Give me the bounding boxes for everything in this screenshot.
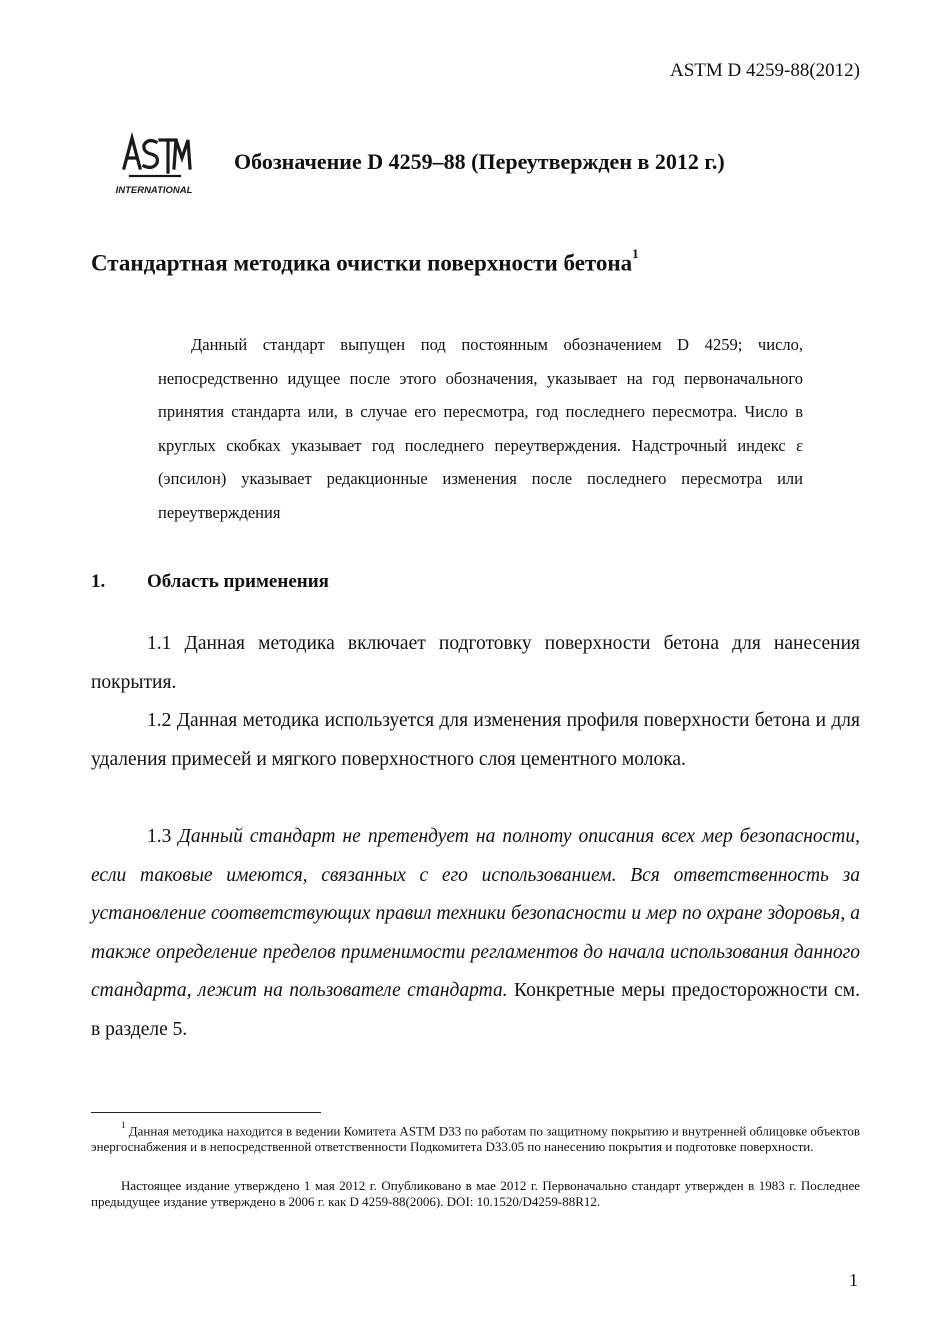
document-designation: Обозначение D 4259–88 (Переутвержден в 2012 г.) — [234, 149, 725, 174]
paragraph-1-2 — [91, 702, 860, 779]
paragraph-text: Данная методика включает подготовку поверхности бетона для нанесения покрытия. — [91, 633, 860, 693]
paragraph-1-3 — [91, 818, 860, 1050]
astm-logo — [110, 128, 198, 198]
title-text: Стандартная методика очистки поверхности бетона — [91, 250, 633, 276]
title-footnote-ref: 1 — [632, 246, 639, 261]
page-number: 1 — [849, 1270, 858, 1290]
section-title: Область применения — [147, 571, 329, 592]
footnote-text: Данная методика находится в ведении Комитета ASTM D33 по работам по защитному покрытию и внутренней облицовке объектов энергоснабжения и в непосредственной ответственности Подкомитета D33.05 по нанесению покрытия и подготовке поверхности. — [91, 1123, 860, 1155]
section-heading — [91, 571, 329, 593]
paragraph-italic-text: Данный стандарт не претендует на полноту описания всех мер безопасности, если таковые имеются, связанных с его использованием. Вся ответственность за установление соответствующих правил техники безопасности и мер по охране здоровья, а также определение пределов применимости регламентов до начала использования данного стандарта, лежит на пользователе стандарта. — [91, 826, 861, 1002]
paragraph-number: 1.1 — [147, 633, 172, 654]
paragraph-text: Конкретные меры предосторожности см. в разделе 5. — [91, 980, 860, 1040]
footnote-divider — [91, 1112, 321, 1113]
header-doc-code: ASTM D 4259-88(2012) — [670, 60, 860, 81]
footnote-1 — [91, 1120, 860, 1155]
paragraph-text: Данная методика используется для изменения профиля поверхности бетона и для удаления примесей и мягкого поверхностного слоя цементного молока. — [91, 710, 860, 770]
paragraph-number: 1.2 — [147, 710, 172, 731]
paragraph-1-1 — [91, 625, 860, 702]
paragraph-number: 1.3 — [147, 826, 172, 847]
footnote-edition: Настоящее издание утверждено 1 мая 2012 г. Опубликовано в мае 2012 г. Первоначально стандарт утвержден в 1983 г. Последнее предыдущее издание утверждено в 2006 г. как D 4259-88(2006). DOI: 10.1520/D4259-88R12. — [91, 1178, 860, 1209]
logo-brand-text: INTERNATIONAL — [115, 185, 193, 196]
standard-notice: Данный стандарт выпущен под постоянным обозначением D 4259; число, непосредственно идущее после этого обозначения, указывает на год первоначального принятия стандарта или, в случае его пересмотра, год последнего пересмотра. Число в круглых скобках указывает год последнего переутверждения. Надстрочный индекс ε (эпсилон) указывает редакционные изменения после последнего пересмотра или переутверждения — [158, 335, 803, 522]
document-title — [91, 246, 639, 277]
section-number: 1. — [91, 571, 106, 592]
footnote-marker: 1 — [121, 1120, 126, 1130]
